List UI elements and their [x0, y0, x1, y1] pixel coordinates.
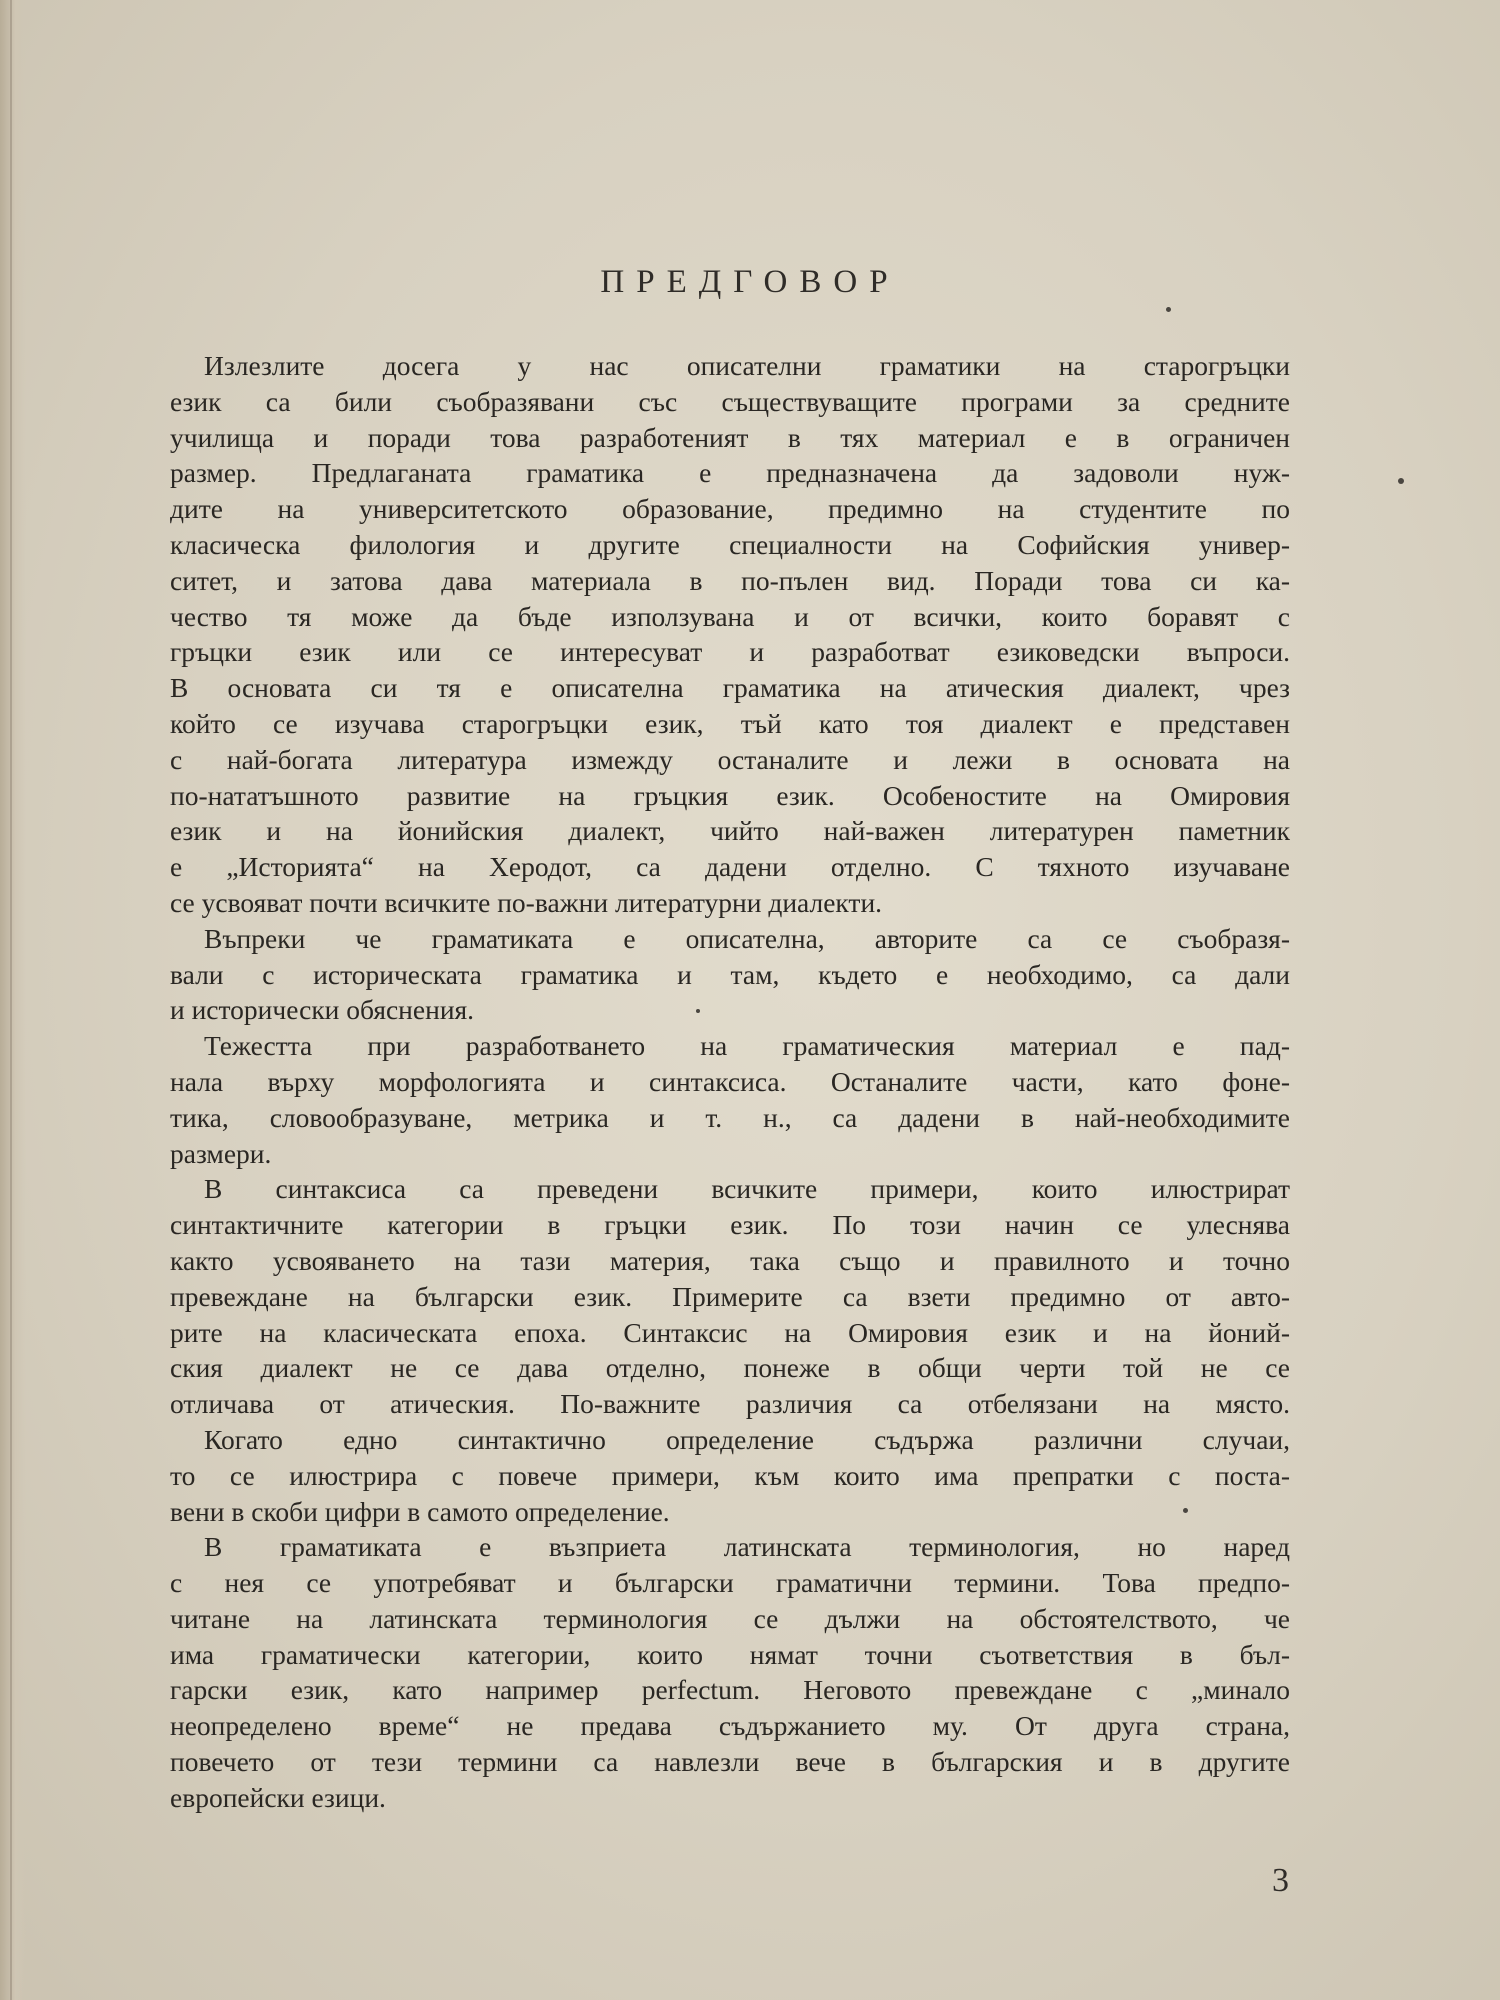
- paragraph-3: [170, 1028, 1290, 1171]
- text-line: читане на латинската терминология се дължи на обстоятелството, че: [170, 1602, 1290, 1634]
- text-line: с най-богата литература измежду останалите и лежи в основата на: [170, 743, 1290, 775]
- text-line: европейски езици.: [170, 1781, 386, 1813]
- paragraph-1: [170, 348, 1290, 921]
- text-line: отличава от атическия. По-важните различия са отбелязани на място.: [170, 1388, 1290, 1420]
- paragraph-4: [170, 1171, 1290, 1422]
- text-line: гръцки език или се интересуват и разработват езиковедски въпроси.: [170, 636, 1290, 668]
- text-line: В синтаксиса са преведени всичките примери, които илюстрират: [204, 1173, 1290, 1205]
- text-line: то се илюстрира с повече примери, към които има препратки с поста-: [170, 1459, 1290, 1491]
- text-line: и исторически обяснения.: [170, 994, 475, 1026]
- text-line: чество тя може да бъде използувана и от всички, които боравят с: [170, 600, 1290, 632]
- text-line: тика, словообразуване, метрика и т. н., са дадени в най-необходимите: [170, 1101, 1290, 1133]
- text-line: вени в скоби цифри в самото определение.: [170, 1495, 670, 1527]
- ink-speck: [1398, 478, 1404, 484]
- text-line: повечето от тези термини са навлезли вече в българския и в другите: [170, 1746, 1290, 1778]
- text-line: синтактичните категории в гръцки език. По този начин се улеснява: [170, 1209, 1290, 1241]
- text-line: нала върху морфологията и синтаксиса. Останалите части, като фоне-: [170, 1065, 1290, 1097]
- text-line: език и на йонийския диалект, чийто най-важен литературен паметник: [170, 815, 1290, 847]
- text-line: В основата си тя е описателна граматика на атическия диалект, чрез: [170, 672, 1290, 704]
- text-line: ския диалект не се дава отделно, понеже в общи черти той не се: [170, 1352, 1290, 1384]
- paragraph-5: [170, 1422, 1290, 1529]
- text-line: има граматически категории, които нямат точни съответствия в бъл-: [170, 1638, 1290, 1670]
- ink-speck: [1183, 1508, 1188, 1513]
- text-line: дите на университетското образование, предимно на студентите по: [170, 493, 1290, 525]
- text-line: В граматиката е възприета латинската терминология, но наред: [204, 1531, 1290, 1563]
- text-line: Въпреки че граматиката е описателна, авторите са се съобразя-: [204, 922, 1290, 954]
- text-line: размери.: [170, 1137, 272, 1169]
- text-line: Излезлите досега у нас описателни граматики на старогръцки: [204, 350, 1290, 381]
- page-number: 3: [1272, 1862, 1289, 1899]
- text-line: е „Историята“ на Херодот, са дадени отделно. С тяхното изучаване: [170, 851, 1290, 883]
- text-line: размер. Предлаганата граматика е предназначена да задоволи нуж-: [170, 457, 1290, 489]
- text-line: ситет, и затова дава материала в по-пълен вид. Поради това си ка-: [170, 564, 1290, 596]
- text-line: с нея се употребяват и български граматични термини. Това предпо-: [170, 1567, 1290, 1599]
- text-line: Когато едно синтактично определение съдържа различни случаи,: [204, 1423, 1290, 1455]
- preface-text: [170, 348, 1290, 1816]
- text-line: вали с историческата граматика и там, където е необходимо, са дали: [170, 958, 1290, 990]
- text-line: рите на класическата епоха. Синтаксис на Омировия език и на йоний-: [170, 1316, 1290, 1348]
- text-line: се усвояват почти всичките по-важни литературни диалекти.: [170, 886, 883, 918]
- text-line: гарски език, като например perfectum. Неговото превеждане с „минало: [170, 1674, 1290, 1706]
- text-line: по-нататъшното развитие на гръцкия език. Особеностите на Омировия: [170, 779, 1290, 811]
- ink-speck: [696, 1009, 700, 1013]
- text-line: класическа филология и другите специалности на Софийския универ-: [170, 528, 1290, 560]
- text-line: неопределено време“ не предава съдържанието му. От друга страна,: [170, 1710, 1290, 1742]
- paragraph-2: [170, 921, 1290, 1028]
- text-line: училища и поради това разработеният в тях материал е в ограничен: [170, 421, 1290, 453]
- text-line: превеждане на български език. Примерите са взети предимно от авто-: [170, 1280, 1290, 1312]
- page-title: ПРЕДГОВОР: [600, 264, 900, 300]
- text-line: както усвояването на тази материя, така също и правилното и точно: [170, 1244, 1290, 1276]
- text-line: Тежестта при разработването на граматическия материал е пад-: [204, 1030, 1290, 1062]
- text-line: език са били съобразявани със съществуващите програми за средните: [170, 385, 1290, 417]
- paragraph-6: [170, 1529, 1290, 1815]
- ink-speck: [1166, 307, 1171, 312]
- text-line: който се изучава старогръцки език, тъй като тоя диалект е представен: [170, 707, 1290, 739]
